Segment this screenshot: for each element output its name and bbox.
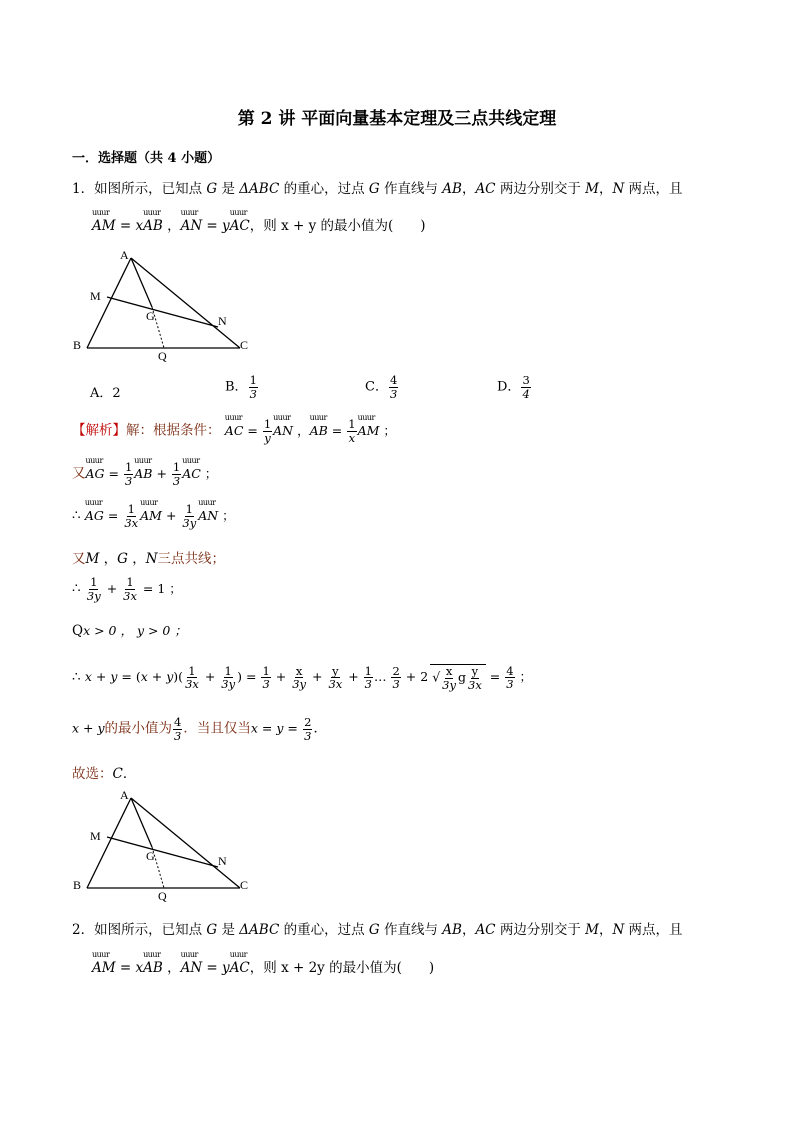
label-M: M (90, 829, 101, 843)
solution-line8: x + y的最小值为 $\frac{4}{3}$ ．当且仅当x = y = $\frac{2}{3}$ ． (72, 715, 327, 743)
solution-line3: ∴ uuur AG = $\frac{1}{3x}$ uuur AM + $\frac{1}{3y}$ uuur AN ； (72, 503, 235, 529)
label-C: C (240, 878, 249, 892)
section-heading: 一．选择题（共 4 小题） (72, 151, 221, 166)
triangle-diagram-1 (70, 245, 260, 365)
option-d: D． $\frac{3}{4}$ (497, 373, 530, 401)
label-B: B (73, 878, 82, 892)
triangle-diagram-2 (70, 785, 260, 905)
solution-line7: ∴ x + y = (x + y)( $\frac{1}{3x}$ + $\frac{1}{3y}$ ) = $\frac{1}{3}$ + $\frac{x}{3y}$ + $\frac{y}{3x}$ + $\frac{1}{3}$ … $\frac{2}{3}$ + 2 √ $\frac{x}{3y}$ g $\frac{y}{3x}$ = $\frac{4}{3}$ ； (72, 663, 533, 692)
q1-statement-line2: uuur AM = xuuur AB ，uuur AN = yuuur AC，则 x + y 的最小值为( ) (92, 214, 426, 234)
label-M: M (90, 289, 101, 303)
q2-statement-line1: 2．如图所示，已知点 G 是 ΔABC 的重心，过点 G 作直线与 AB，AC 两边分别交于 M，N 两点，且 (72, 922, 683, 938)
q1-statement-line1: 1．如图所示，已知点 G 是 ΔABC 的重心，过点 G 作直线与 AB，AC 两边分别交于 M，N 两点，且 (72, 181, 683, 197)
label-G: G (146, 309, 155, 323)
solution-line2: 又uuur AG = $\frac{1}{3}$ uuur AB + $\frac{1}{3}$ uuur AC ； (72, 461, 217, 487)
option-c: C． $\frac{4}{3}$ (365, 373, 398, 401)
solution-line6: Qx > 0 ， y > 0 ； (72, 623, 187, 639)
label-A: A (120, 248, 129, 262)
label-N: N (218, 314, 227, 328)
label-N: N (218, 854, 227, 868)
label-B: B (73, 338, 82, 352)
label-Q: Q (158, 349, 167, 363)
label-G: G (146, 849, 155, 863)
label-C: C (240, 338, 249, 352)
q2-statement-line2: uuur AM = xuuur AB ，uuur AN = yuuur AC，则 x + 2y 的最小值为( ) (92, 956, 434, 976)
page-title: 第 2 讲 平面向量基本定理及三点共线定理 (237, 109, 557, 129)
option-a: A．2 (90, 386, 121, 401)
solution-answer: 故选：C． (72, 766, 137, 782)
solution-line5: ∴ $\frac{1}{3y}$ + $\frac{1}{3x}$ = 1 ； (72, 575, 182, 603)
label-A: A (120, 788, 129, 802)
solution-line1: 【解析】解：根据条件： uuur AC = $\frac{1}{y}$ uuur AN ，uuur AB = $\frac{1}{x}$ uuur AM ； (72, 418, 396, 444)
solution-line4: 又M ，G ，N三点共线； (72, 551, 226, 567)
option-b: B． $\frac{1}{3}$ (225, 373, 257, 401)
label-Q: Q (158, 889, 167, 903)
